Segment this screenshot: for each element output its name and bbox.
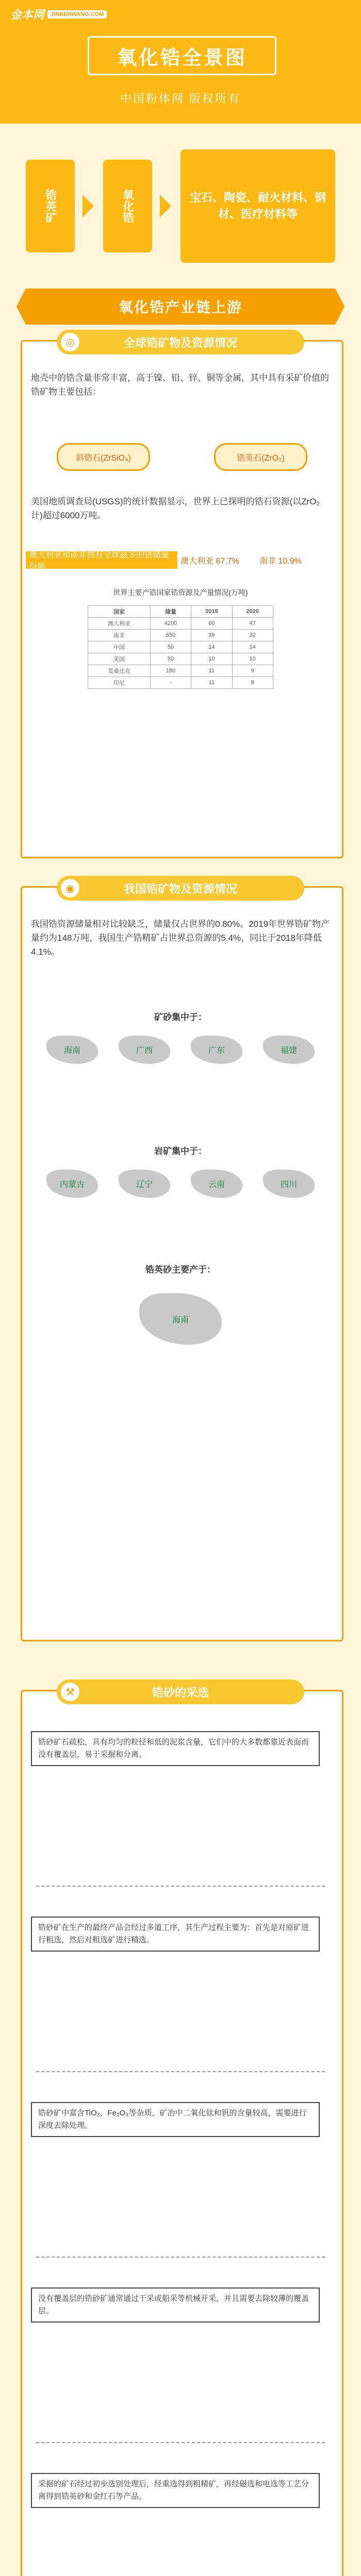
baddeley-label: 锆英砂主要产于： [145, 1265, 216, 1275]
step-divider [36, 2071, 325, 2073]
mining-step: 锆砂矿石疏松，具有均匀的粒径和低的泥浆含量，它们中的大多数都靠近表面而没有覆盖层，易于采掘和分离。 [31, 1731, 320, 1766]
flow-ore: 锆英矿 [26, 160, 75, 252]
ore-label: 矿砂集中于： [154, 1012, 207, 1022]
rock-label: 岩矿集中于： [154, 1146, 207, 1156]
table-row: 南非 650 39 32 [88, 630, 273, 641]
page-subtitle: 中国粉体网 版权所有 [120, 92, 241, 105]
table-row: 印尼 - 11 8 [88, 677, 273, 689]
header [0, 0, 361, 124]
mining-step: 没有覆盖层的锆砂矿通常通过干采或船采等机械开采，并且需要去除较薄的覆盖层。 [31, 2287, 320, 2323]
page-title: 氧化锆全景图 [88, 36, 276, 75]
logo-brand: 金本网 [10, 8, 45, 21]
table-row: 美国 50 10 10 [88, 653, 273, 665]
global-tag: ◎ 全球锆矿物及资源情况 [57, 330, 304, 354]
rock-provinces: 内蒙古 辽宁 云南 四川 [36, 1170, 325, 1198]
flow-arrow-1 [83, 195, 94, 217]
china-intro: 我国锆资源储量相对比较缺乏，储量仅占世界的0.80%。2019年世界锆矿物产量约为148万吨，我国生产锆精矿占世界总资源的5.4%，同比于2018年降低4.1%。 [31, 919, 330, 957]
table-row: 中国 50 14 14 [88, 641, 273, 653]
global-card [21, 340, 343, 858]
pick-icon: ⚒ [61, 1683, 79, 1701]
reserve-table: 国家 储量 2019 2020 澳大利亚 4200 60 47 南非 650 39 32 中国 50 14 14 美国 50 10 10 莫桑比克 180 11 9 印尼 - 11 8 [88, 605, 273, 689]
mining-step: 锆砂矿在生产的最终产品会经过多道工序，其生产过程主要为：首先是对原矿进行粗选，然后对粗选矿进行精选。 [31, 1917, 320, 1952]
ore-provinces: 海南 广西 广东 福建 [36, 1036, 325, 1064]
global-intro: 地壳中的锆含量非常丰富，高于镍、铅、锌、铜等金属，其中具有采矿价值的锆矿物主要包括： [31, 373, 329, 397]
logo-tag: JINBENWANG.COM [47, 10, 107, 19]
mineral-1: 斜锆石(ZrSiO₄) [57, 443, 150, 471]
table-row: 澳大利亚 4200 60 47 [88, 618, 273, 630]
table-title: 世界主要产锆国家锆资源及产量情况(万吨) [113, 588, 248, 597]
map-icon: ◉ [61, 879, 79, 897]
table-row: 莫桑比克 180 11 9 [88, 665, 273, 677]
flow-apps: 宝石、陶瓷、耐火材料、钢材、医疗材料等 [180, 149, 335, 263]
mining-step: 采掘的矿石经过初步选别处理后，经重选得到粗精矿，再经磁选和电选等工艺分离得到锆英砂和金红石等产品。 [31, 2473, 320, 2508]
mining-step: 锆砂矿中富含TiO₂、Fe₂O₃等杂质，矿冶中二氧化钛和钒的含量较高，需要进行深度去除处理。 [31, 2102, 320, 2137]
industry-flow [26, 149, 335, 263]
baddeley-provinces: 海南 [36, 1293, 325, 1345]
logo [10, 6, 107, 22]
globe-icon: ◎ [61, 333, 79, 351]
step-divider [36, 2257, 325, 2259]
mineral-2: 锆英石(ZrO₂) [214, 443, 307, 471]
mining-tag: ⚒ 锆砂的采选 [57, 1680, 304, 1704]
upstream-banner: 氧化锆产业链上游 [26, 289, 335, 325]
usgs-text: 美国地质调查局(USGS)的统计数据显示，世界上已探明的锆石资源(以ZrO₂计)超过6000万吨。 [31, 497, 320, 521]
china-tag: ◉ 我国锆矿物及资源情况 [57, 876, 304, 901]
reserve-stats: 澳大利亚和南非拥有全球最多的锆储量份额 澳大利亚 67.7% 南非 10.9% [26, 551, 335, 569]
flow-material: 氧化锆 [103, 160, 152, 252]
step-divider [36, 2442, 325, 2444]
step-divider [36, 1886, 325, 1888]
flow-arrow-2 [160, 195, 171, 217]
